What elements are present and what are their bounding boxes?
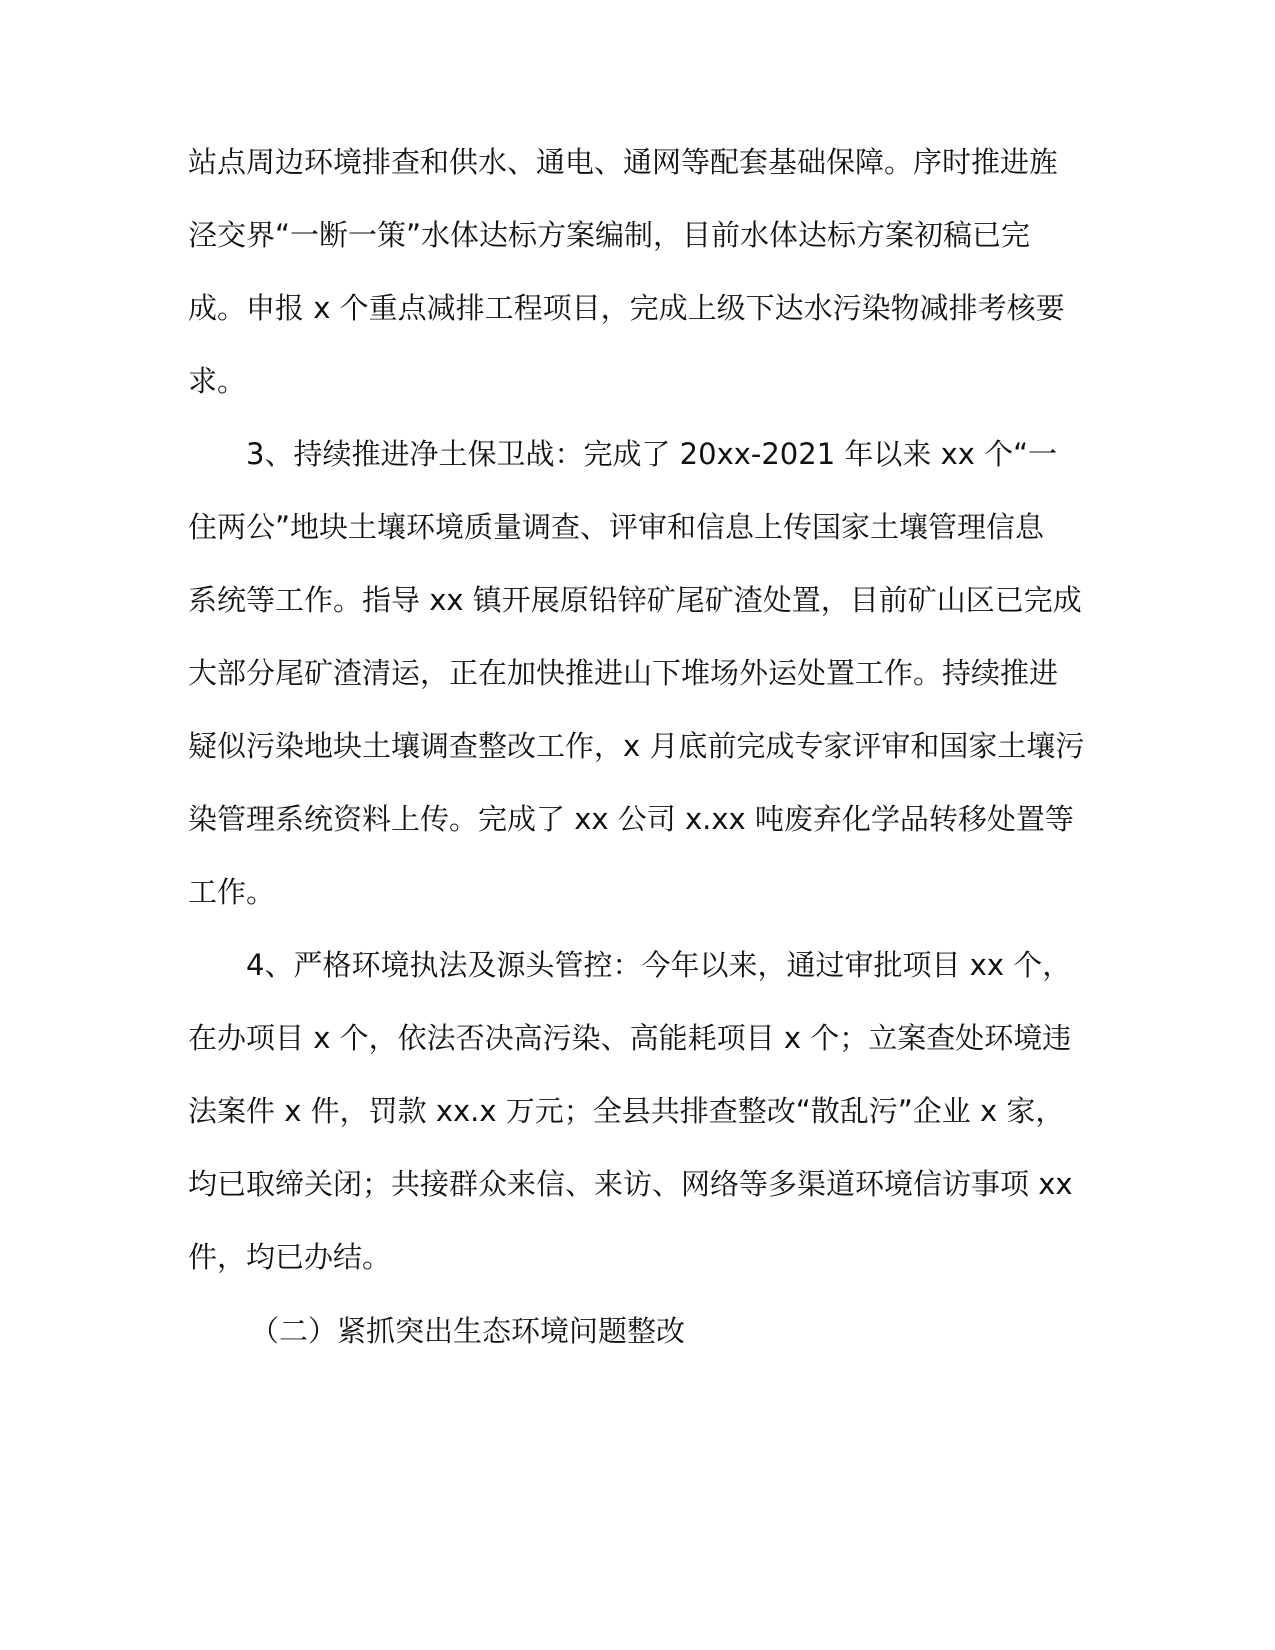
paragraph-line: 成。申报 x 个重点减排工程项目，完成上级下达水污染物减排考核要 [188,291,1065,325]
paragraph-line: 在办项目 x 个，依法否决高污染、高能耗项目 x 个；立案查处环境违 [188,1021,1072,1055]
paragraph-line: 均已取缔关闭；共接群众来信、来访、网络等多渠道环境信访事项 xx [188,1167,1073,1201]
paragraph-line: 住两公”地块土壤环境质量调查、评审和信息上传国家土壤管理信息 [188,510,1045,544]
paragraph-line: 站点周边环境排查和供水、通电、通网等配套基础保障。序时推进旌 [188,145,1059,179]
paragraph-line: 系统等工作。指导 xx 镇开展原铅锌矿尾矿渣处置，目前矿山区已完成 [188,583,1082,617]
paragraph-line: 件，均已办结。 [188,1240,392,1274]
paragraph-line: 求。 [188,364,247,398]
paragraph-line: 染管理系统资料上传。完成了 xx 公司 x.xx 吨废弃化学品转移处置等 [188,802,1074,836]
paragraph-line: 法案件 x 件，罚款 xx.x 万元；全县共排查整改“散乱污”企业 x 家， [188,1094,1065,1128]
paragraph-line: 泾交界“一断一策”水体达标方案编制，目前水体达标方案初稿已完 [188,218,1031,252]
paragraph-line: 3、持续推进净土保卫战：完成了 20xx-2021 年以来 xx 个“一 [246,437,1058,471]
paragraph-line: 疑似污染地块土壤调查整改工作，x 月底前完成专家评审和国家土壤污 [188,729,1085,763]
paragraph-line: 工作。 [188,875,276,909]
paragraph-line: 4、严格环境执法及源头管控：今年以来，通过审批项目 xx 个， [246,948,1072,982]
section-heading: （二）紧抓突出生态环境问题整改 [250,1314,686,1348]
paragraph-line: 大部分尾矿渣清运，正在加快推进山下堆场外运处置工作。持续推进 [188,656,1059,690]
